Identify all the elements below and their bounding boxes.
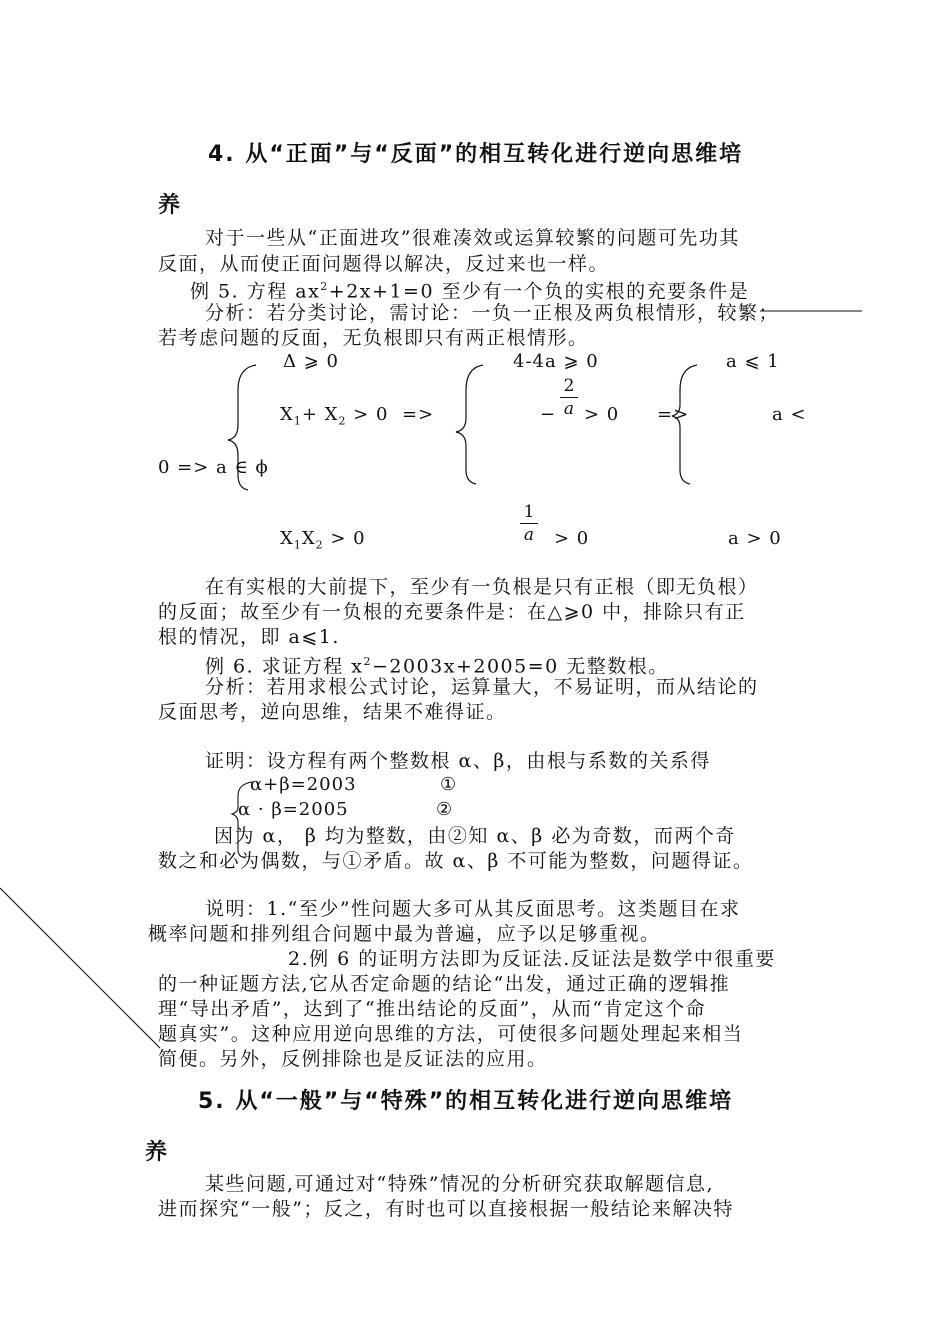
remark-line3: 2.例 6 的证明方法即为反证法.反证法是数学中很重要 bbox=[288, 948, 776, 970]
section-5-intro-line1: 某些问题,可通过对“特殊”情况的分析研究获取解题信息, bbox=[205, 1173, 715, 1195]
fraction-denominator: a bbox=[523, 525, 535, 545]
remark-line6: 题真实”。这种应用逆向思维的方法，可使很多问题处理起来相当 bbox=[158, 1023, 744, 1045]
fraction-numerator: 1 bbox=[523, 502, 535, 522]
system-col1-row3: $X_1X_2 > 0$ bbox=[280, 528, 366, 552]
example-5-statement: 例 5. 方程 $ax^2+2x+1=0$ 至少有一个负的实根的充要条件是 bbox=[190, 280, 750, 303]
equation-marker-2: ② bbox=[436, 799, 454, 820]
section-5-heading: 5. 从“一般”与“特殊”的相互转化进行逆向思维培 bbox=[198, 1089, 734, 1114]
section-4-heading-cont: 养 bbox=[158, 193, 183, 218]
section-4-intro-line1: 对于一些从“正面进攻”很难凑效或运算较繁的问题可先功其 bbox=[205, 227, 740, 249]
example-6-statement: 例 6. 求证方程 $x^2-2003x+2005=0$ 无整数根。 bbox=[205, 655, 669, 678]
section-5-heading-cont: 养 bbox=[145, 1140, 170, 1165]
remark-line7: 简便。另外，反例排除也是反证法的应用。 bbox=[158, 1048, 548, 1070]
fraction-denominator: a bbox=[563, 399, 575, 419]
implies-arrow-1: => bbox=[402, 404, 435, 425]
system-col3-row3: a > 0 bbox=[728, 528, 782, 549]
system-col1-row1: Δ ⩾ 0 bbox=[283, 351, 339, 372]
system-col3-row2: a < bbox=[772, 404, 807, 425]
section-5-intro-line2: 进而探究“一般”；反之，有时也可以直接根据一般结论来解决特 bbox=[158, 1198, 734, 1220]
remark-line2: 概率问题和排列组合问题中最为普遍，应予以足够重视。 bbox=[148, 923, 661, 945]
implies-arrow-2: => bbox=[657, 404, 690, 425]
example-5-analysis-line2: 若考虑问题的反面，无负根即只有两正根情形。 bbox=[158, 327, 589, 349]
diagonal-line bbox=[0, 888, 160, 1048]
conclusion-line3: 根的情况，即 a⩽1. bbox=[158, 626, 340, 648]
proof-equation-1: α+β=2003 bbox=[250, 774, 357, 795]
example-6-analysis-line2: 反面思考，逆向思维，结果不难得证。 bbox=[158, 701, 507, 723]
conclusion-line1: 在有实根的大前提下，至少有一负根是只有正根（即无负根） bbox=[205, 576, 759, 598]
system-col2-row2-minus: − bbox=[540, 404, 557, 425]
conclusion-line2: 的反面；故至少有一负根的充要条件是：在△⩾0 中，排除只有正 bbox=[158, 601, 746, 623]
left-brace-1 bbox=[228, 365, 256, 490]
example-5-analysis-line1: 分析：若分类讨论，需讨论：一负一正根及两负根情形，较繁； bbox=[205, 302, 780, 324]
proof-reason-line1: 因为 α， β 均为整数，由②知 α、β 必为奇数，而两个奇 bbox=[214, 825, 736, 847]
proof-equation-2: α · β=2005 bbox=[238, 799, 349, 820]
system-col2-row3-gt: > 0 bbox=[554, 528, 590, 549]
remark-line4: 的一种证题方法,它从否定命题的结论“出发，通过正确的逻辑推 bbox=[158, 973, 731, 995]
system-col3-row1: a ⩽ 1 bbox=[726, 351, 780, 372]
system-col1-row2: $X_1+ X_2 > 0$ bbox=[280, 404, 389, 428]
left-brace-3 bbox=[672, 365, 697, 484]
section-4-heading: 4. 从“正面”与“反面”的相互转化进行逆向思维培 bbox=[208, 142, 744, 167]
system-result: 0 => a ∈ ϕ bbox=[158, 457, 269, 478]
left-brace-proof bbox=[232, 782, 252, 858]
equation-marker-1: ① bbox=[440, 774, 458, 795]
fraction-numerator: 2 bbox=[563, 376, 575, 396]
proof-line: 证明：设方程有两个整数根 α、β，由根与系数的关系得 bbox=[205, 750, 711, 772]
remark-line1: 说明：1.“至少”性问题大多可从其反面思考。这类题目在求 bbox=[205, 898, 741, 920]
proof-reason-line2: 数之和必为偶数，与①矛盾。故 α、β 不可能为整数，问题得证。 bbox=[158, 850, 754, 872]
system-col2-row1: 4-4a ⩾ 0 bbox=[513, 351, 599, 372]
system-col2-row2-gt: > 0 bbox=[584, 404, 620, 425]
section-4-intro-line2: 反面，从而使正面问题得以解决，反过来也一样。 bbox=[158, 253, 610, 275]
left-brace-2 bbox=[456, 365, 483, 484]
example-6-analysis-line1: 分析：若用求根公式讨论，运算量大，不易证明，而从结论的 bbox=[205, 676, 759, 698]
remark-line5: 理“导出矛盾”，达到了“推出结论的反面”，从而“肯定这个命 bbox=[158, 998, 707, 1020]
